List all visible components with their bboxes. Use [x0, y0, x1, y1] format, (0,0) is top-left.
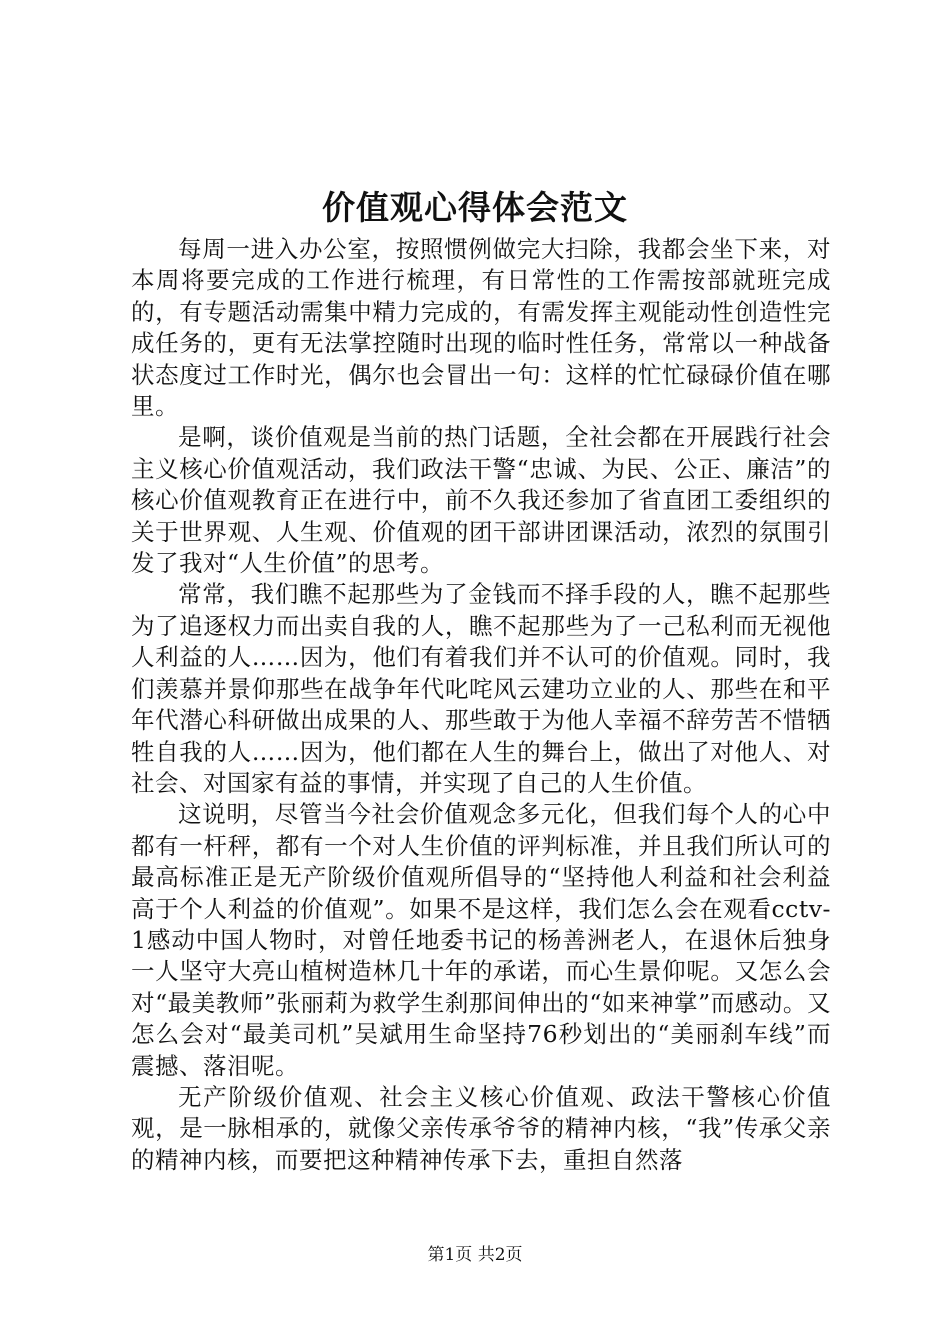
document-body: [131, 234, 831, 1176]
paragraph: 是啊，谈价值观是当前的热门话题，全社会都在开展践行社会主义核心价值观活动，我们政法干警“忠诚、为民、公正、廉洁”的核心价值观教育正在进行中，前不久我还参加了省直团工委组织的关于世界观、人生观、价值观的团干部讲团课活动，浓烈的氛围引发了我对“人生价值”的思考。: [131, 423, 831, 578]
paragraph: 每周一进入办公室，按照惯例做完大扫除，我都会坐下来，对本周将要完成的工作进行梳理，有日常性的工作需按部就班完成的，有专题活动需集中精力完成的，有需发挥主观能动性创造性完成任务的，更有无法掌控随时出现的临时性任务，常常以一种战备状态度过工作时光，偶尔也会冒出一句：这样的忙忙碌碌价值在哪里。: [131, 235, 831, 421]
paragraph: 无产阶级价值观、社会主义核心价值观、政法干警核心价值观，是一脉相承的，就像父亲传承爷爷的精神内核，“我”传承父亲的精神内核，而要把这种精神传承下去，重担自然落: [131, 1082, 831, 1174]
paragraph: 这说明，尽管当今社会价值观念多元化，但我们每个人的心中都有一杆秤，都有一个对人生价值的评判标准，并且我们所认可的最高标准正是无产阶级价值观所倡导的“坚持他人利益和社会利益高于个人利益的价值观”。如果不是这样，我们怎么会在观看cctv-1感动中国人物时，对曾任地委书记的杨善洲老人，在退休后独身一人坚守大亮山植树造林几十年的承诺，而心生景仰呢。又怎么会对“最美教师”张丽莉为救学生刹那间伸出的“如来神掌”而感动。又怎么会对“最美司机”吴斌用生命坚持76秒划出的“美丽刹车线”而震撼、落泪呢。: [131, 800, 831, 1080]
document-title: 价值观心得体会范文: [322, 188, 628, 227]
paragraph: 常常，我们瞧不起那些为了金钱而不择手段的人，瞧不起那些为了追逐权力而出卖自我的人，瞧不起那些为了一己私利而无视他人利益的人……因为，他们有着我们并不认可的价值观。同时，我们羡慕并景仰那些在战争年代叱咤风云建功立业的人、那些在和平年代潜心科研做出成果的人、那些敢于为他人幸福不辞劳苦不惜牺牲自我的人……因为，他们都在人生的舞台上，做出了对他人、对社会、对国家有益的事情，并实现了自己的人生价值。: [131, 580, 831, 797]
page-footer: 第1页 共2页: [427, 1245, 523, 1265]
